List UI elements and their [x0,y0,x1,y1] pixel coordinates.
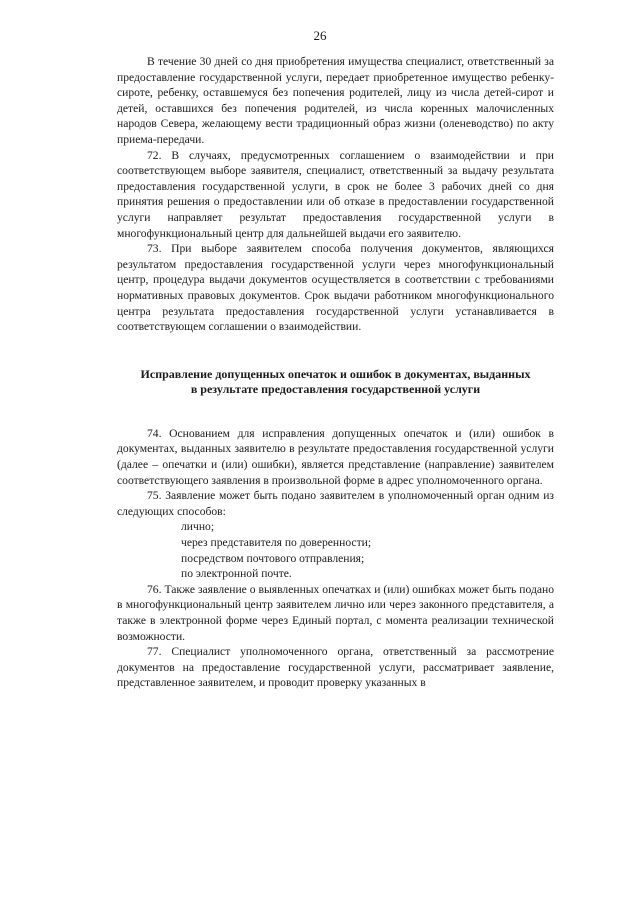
paragraph-76: 76. Также заявление о выявленных опечатках и (или) ошибках может быть подано в многофункциональный центр заявителем лично или через законного представителя, а также в электронной форме через Единый портал, с момента реализации технической возможности. [117,582,554,643]
paragraph-75: 75. Заявление может быть подано заявителем в уполномоченный орган одним из следующих способов: [117,489,554,518]
paragraph-72: 72. В случаях, предусмотренных соглашением о взаимодействии и при соответствующем выборе заявителя, специалист, ответственный за выдачу результата предоставления государственной услуги, в срок не более 3 рабочих дней со дня принятия решения о предоставлении или об отказе в предоставлении государственной услуги направляет результат предоставления государственной услуги в многофункциональный центр для дальнейшей выдачи его заявителю. [117,148,554,240]
method-item-in-person: лично; [181,520,215,534]
paragraph-77: 77. Специалист уполномоченного органа, ответственный за рассмотрение документов на предоставление государственной услуги, рассматривает заявление, представленное заявителем, и проводит проверку указанных в [117,645,554,690]
page-number: 26 [313,28,327,43]
paragraph-73: 73. При выборе заявителем способа получения документов, являющихся результатом предоставления государственной услуги через многофункциональный центр, процедура выдачи документов осуществляется в соответствии с требованиями нормативных правовых документов. Срок выдачи работником многофункционального центра результата предоставления государственной услуги устанавливается в соответствующем соглашении о взаимодействии. [117,242,554,334]
method-item-post: посредством почтового отправления; [181,551,365,565]
section-heading-line-2: в результате предоставления государственной услуги [190,382,481,397]
document-body [117,54,554,691]
method-item-email: по электронной почте. [181,567,292,581]
paragraph-74: 74. Основанием для исправления допущенных опечаток и (или) ошибок в документах, выданных заявителю в результате предоставления государственной услуги (далее – опечатки и (или) ошибки), является представление (направление) заявителем соответствующего заявления в произвольной форме в адрес уполномоченного органа. [117,426,554,487]
section-heading-line-1: Исправление допущенных опечаток и ошибок в документах, выданных [140,366,531,381]
section-heading [117,367,554,398]
method-item-representative: через представителя по доверенности; [181,536,372,550]
paragraph-transfer-property: В течение 30 дней со дня приобретения имущества специалист, ответственный за предоставление государственной услуги, передает приобретенное имущество ребенку-сироте, ребенку, оставшемуся без попечения родителей, лицу из числа детей-сирот и детей, оставшихся без попечения родителей, из числа коренных малочисленных народов Севера, желающему вести традиционный образ жизни (оленеводство) по акту приема-передачи. [117,55,554,146]
